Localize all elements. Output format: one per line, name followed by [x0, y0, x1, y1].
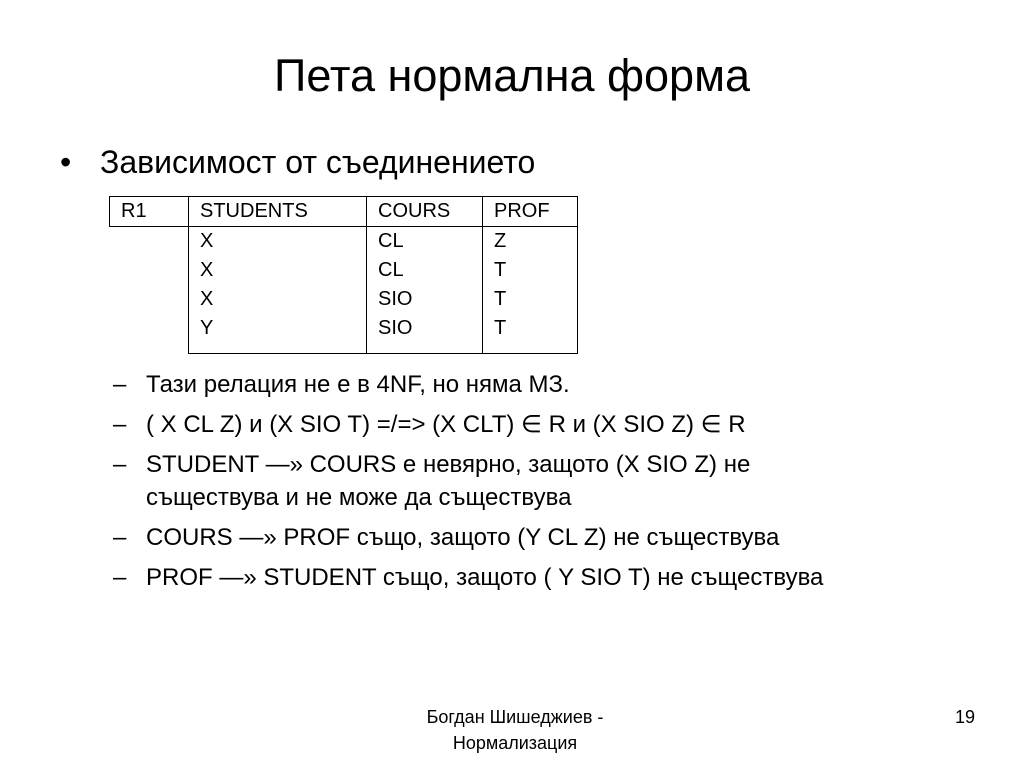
table-cell: CL: [378, 259, 404, 281]
table-cell: T: [494, 259, 507, 281]
table-data-row: [110, 227, 578, 354]
table-header-row: [110, 197, 578, 227]
sub-bullet-item: [113, 448, 993, 514]
sub-bullet-list: [113, 368, 993, 601]
table-cell: SIO: [378, 288, 413, 310]
table-cell: Y: [200, 317, 214, 339]
cours-column-values: [367, 227, 483, 354]
page-number: 19: [954, 707, 975, 727]
relation-name-cell: R1: [110, 197, 189, 227]
main-bullet-text: Зависимост от съединението: [100, 144, 536, 180]
slide-title: Пета нормална форма: [273, 50, 751, 101]
prof-column-values: [483, 227, 578, 354]
sub-bullet-item: [113, 521, 993, 554]
sub-bullet-text-continued: съществува и не може да съществува: [146, 484, 572, 511]
dash-marker: –: [113, 451, 127, 478]
table-cell: X: [200, 259, 214, 281]
sub-bullet-item: [113, 561, 993, 594]
dash-marker: –: [113, 564, 127, 591]
sub-bullet-text: Тази релация не е в 4NF, но няма МЗ.: [146, 371, 570, 398]
table-cell: X: [200, 230, 214, 252]
students-column-values: [189, 227, 367, 354]
column-header-students: STUDENTS: [189, 197, 367, 227]
table-cell: Z: [494, 230, 507, 252]
table-cell: SIO: [378, 317, 413, 339]
table-cell: T: [494, 317, 507, 339]
dash-marker: –: [113, 411, 127, 438]
column-header-prof: PROF: [483, 197, 578, 227]
relation-table: [109, 196, 578, 354]
table-cell: T: [494, 288, 507, 310]
footer-author: [360, 704, 670, 756]
sub-bullet-text: COURS —» PROF също, защото (Y CL Z) не съществува: [146, 524, 780, 551]
sub-bullet-text: ( X CL Z) и (X SIO T) =/=> (X CLT) ∈ R и (X SIO Z) ∈ R: [146, 411, 746, 438]
table-cell: X: [200, 288, 214, 310]
footer-author-line2: Нормализация: [452, 733, 578, 753]
dash-marker: –: [113, 524, 127, 551]
sub-bullet-item: [113, 368, 993, 401]
table-cell: CL: [378, 230, 404, 252]
main-bullet: [60, 142, 535, 182]
dash-marker: –: [113, 371, 127, 398]
blank-cell: [110, 227, 189, 354]
sub-bullet-item: [113, 408, 993, 441]
sub-bullet-text: STUDENT —» COURS е невярно, защото (X SIO Z) не: [146, 451, 751, 478]
footer-author-line1: Богдан Шишеджиев -: [426, 707, 604, 727]
sub-bullet-text: PROF —» STUDENT също, защото ( Y SIO T) не съществува: [146, 564, 824, 591]
column-header-cours: COURS: [367, 197, 483, 227]
bullet-dot: •: [60, 144, 72, 180]
